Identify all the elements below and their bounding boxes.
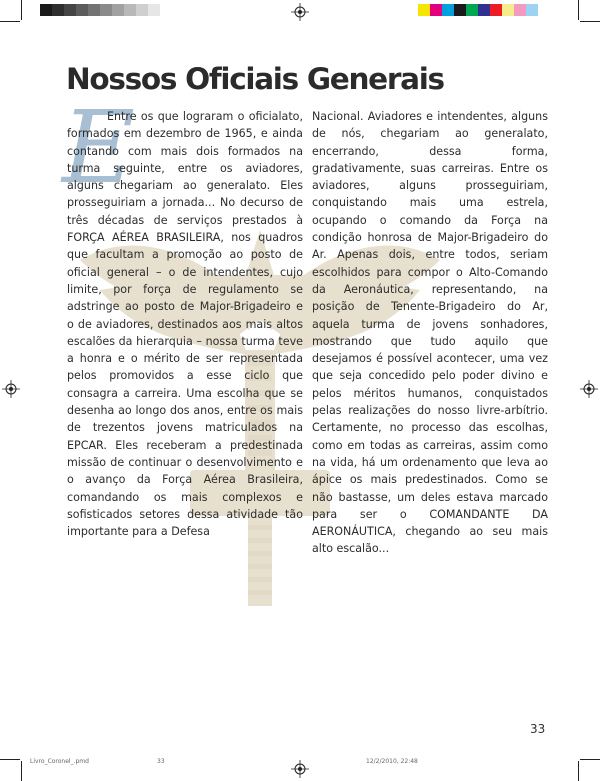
color-swatch [490,4,502,16]
drop-cap: E [62,89,135,206]
footer-page: 33 [157,758,165,765]
registration-mark-icon [291,760,309,778]
paragraph-left: Entre os que lograram o oficialato, formados em dezembro de 1965, e ainda contando com mais dois formados na turma seguinte, entre os aviadores, alguns chegariam ao generalato. Eles prosseguiriam a jornada... No decurso de três décadas de serviços prestados à FORÇA AÉREA BRASILEIRA, nos quadros que facultam a promoção ao posto de oficial general – o de intendentes, cujo limite, por força de regulamento se adstringe ao posto de Major-Brigadeiro e o de aviadores, destinados aos mais altos escalões da hierarquia – nossa turma teve a honra e o mérito de ser representada pelos promovidos a esse ciclo que consagra a carreira. Uma escolha que se desenha ao longo dos anos, entre os mais de trezentos jovens matriculados na EPCAR. Eles receberam a predestinada missão de continuar o desenvolvimento e o avanço da Força Aérea Brasileira, comandando os mais complexos e sofisticados setores dessa atividade tão importante para a Defesa [67,110,303,539]
color-swatch [442,4,454,16]
footer-filename: Livro_Coronel_.pmd [30,758,89,765]
color-swatch [514,4,526,16]
registration-mark-icon [580,380,598,398]
color-swatch [466,4,478,16]
gray-swatch [64,4,76,16]
color-swatch [418,4,430,16]
color-swatch [454,4,466,16]
gray-swatch [40,4,52,16]
paragraph-right: Nacional. Aviadores e intendentes, alguns de nós, chegariam ao generalato, encerrando, dessa forma, gradativamente, suas carreiras. Entre os aviadores, alguns prosseguiriam, conquistando mais uma estrela, ocupando o comando da Força na condição honrosa de Major-Brigadeiro do Ar. Apenas dois, entre todos, seriam escolhidos para compor o Alto-Comando da Aeronáutica, representando, na posição de Tenente-Brigadeiro do Ar, aquela turma de jovens sonhadores, mostrando que tudo aquilo que desejamos é possível acontecer, uma vez que seja concedido pelo poder divino e pelos méritos humanos, conquistados pelas realizações do nosso livre-arbítrio. Certamente, no processo das escolhas, como em todas as carreiras, assim como na vida, há um ordenamento que leva ao ápice os mais predestinados. Como se não bastasse, um deles estava marcado para ser o COMANDANTE DA AERONÁUTICA, chegando ao seu mais alto escalão... [312,110,548,556]
gray-swatch [148,4,160,16]
registration-mark-icon [2,380,20,398]
color-swatch [502,4,514,16]
footer-timestamp: 12/2/2010, 22:48 [366,758,418,765]
gray-swatch [100,4,112,16]
color-calibration-bar [418,4,538,16]
gray-swatch [52,4,64,16]
gray-calibration-bar [40,4,160,16]
text-column-right [312,108,548,558]
gray-swatch [124,4,136,16]
registration-mark-icon [291,3,309,21]
gray-swatch [76,4,88,16]
color-swatch [430,4,442,16]
page-title: Nossos Oficiais Generais [66,62,444,96]
color-swatch [526,4,538,16]
color-swatch [478,4,490,16]
gray-swatch [112,4,124,16]
gray-swatch [136,4,148,16]
text-column-left [67,108,303,540]
gray-swatch [88,4,100,16]
page-number: 33 [530,722,546,736]
